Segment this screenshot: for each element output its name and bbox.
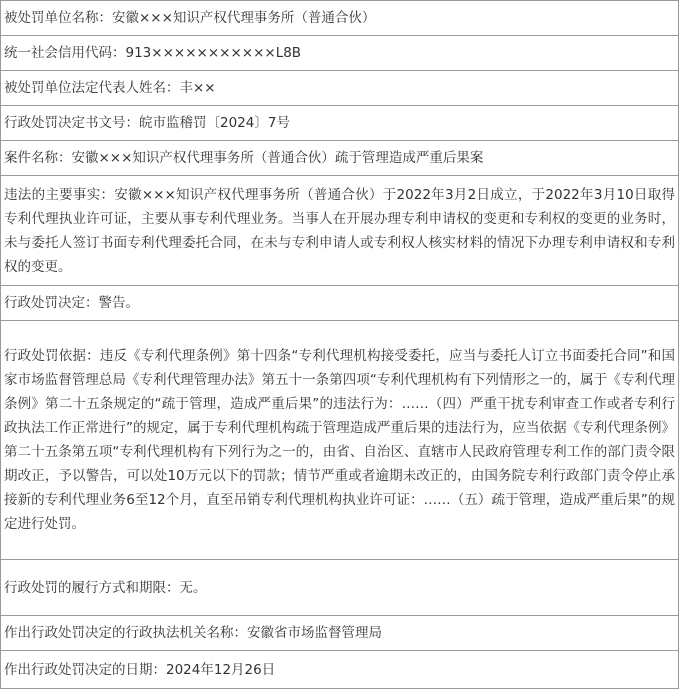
row-party-name <box>1 1 679 36</box>
facts-cell: 违法的主要事实：安徽×××知识产权代理事务所（普通合伙）于2022年3月2日成立，于2022年3月10日取得专利代理执业许可证，主要从事专利代理业务。当事人在开展办理专利申请权的变更和专利权的变更的业务时，未与委托人签订书面专利代理委托合同，在未与专利申请人或专利权人核实材料的情况下办理专利申请权和专利权的变更。 <box>1 176 679 286</box>
basis-cell: 行政处罚依据：违反《专利代理条例》第十四条“专利代理机构接受委托，应当与委托人订立书面委托合同”和国家市场监督管理总局《专利代理管理办法》第五十一条第四项“专利代理机构有下列情形之一的，属于《专利代理条例》第二十五条规定的“疏于管理，造成严重后果”的违法行为：……（四）严重干扰专利审查工作或者专利行政执法工作正常进行”的规定，属于专利代理机构疏于管理造成严重后果的违法行为，应当依据《专利代理条例》第二十五条第五项“专利代理机构有下列行为之一的，由省、自治区、直辖市人民政府管理专利工作的部门责令限期改正，予以警告，可以处10万元以下的罚款；情节严重或者逾期未改正的，由国务院专利行政部门责令停止承接新的专利代理业务6至12个月，直至吊销专利代理机构执业许可证：……（五）疏于管理，造成严重后果”的规定进行处罚。 <box>1 321 679 560</box>
row-decision <box>1 286 679 321</box>
doc-number-cell: 行政处罚决定书文号：皖市监稽罚〔2024〕7号 <box>1 106 679 141</box>
date-cell: 作出行政处罚决定的日期：2024年12月26日 <box>1 651 679 689</box>
row-legal-rep <box>1 71 679 106</box>
performance-cell: 行政处罚的履行方式和期限：无。 <box>1 560 679 616</box>
row-doc-number <box>1 106 679 141</box>
legal-rep-cell: 被处罚单位法定代表人姓名：丰×× <box>1 71 679 106</box>
row-date <box>1 651 679 689</box>
row-performance <box>1 560 679 616</box>
row-facts <box>1 176 679 286</box>
row-credit-code <box>1 36 679 71</box>
row-case-name <box>1 141 679 176</box>
row-authority <box>1 616 679 651</box>
row-basis <box>1 321 679 560</box>
decision-cell: 行政处罚决定：警告。 <box>1 286 679 321</box>
credit-code-cell: 统一社会信用代码：913×××××××××××L8B <box>1 36 679 71</box>
case-name-cell: 案件名称：安徽×××知识产权代理事务所（普通合伙）疏于管理造成严重后果案 <box>1 141 679 176</box>
party-name-cell: 被处罚单位名称：安徽×××知识产权代理事务所（普通合伙） <box>1 1 679 36</box>
authority-cell: 作出行政处罚决定的行政执法机关名称：安徽省市场监督管理局 <box>1 616 679 651</box>
